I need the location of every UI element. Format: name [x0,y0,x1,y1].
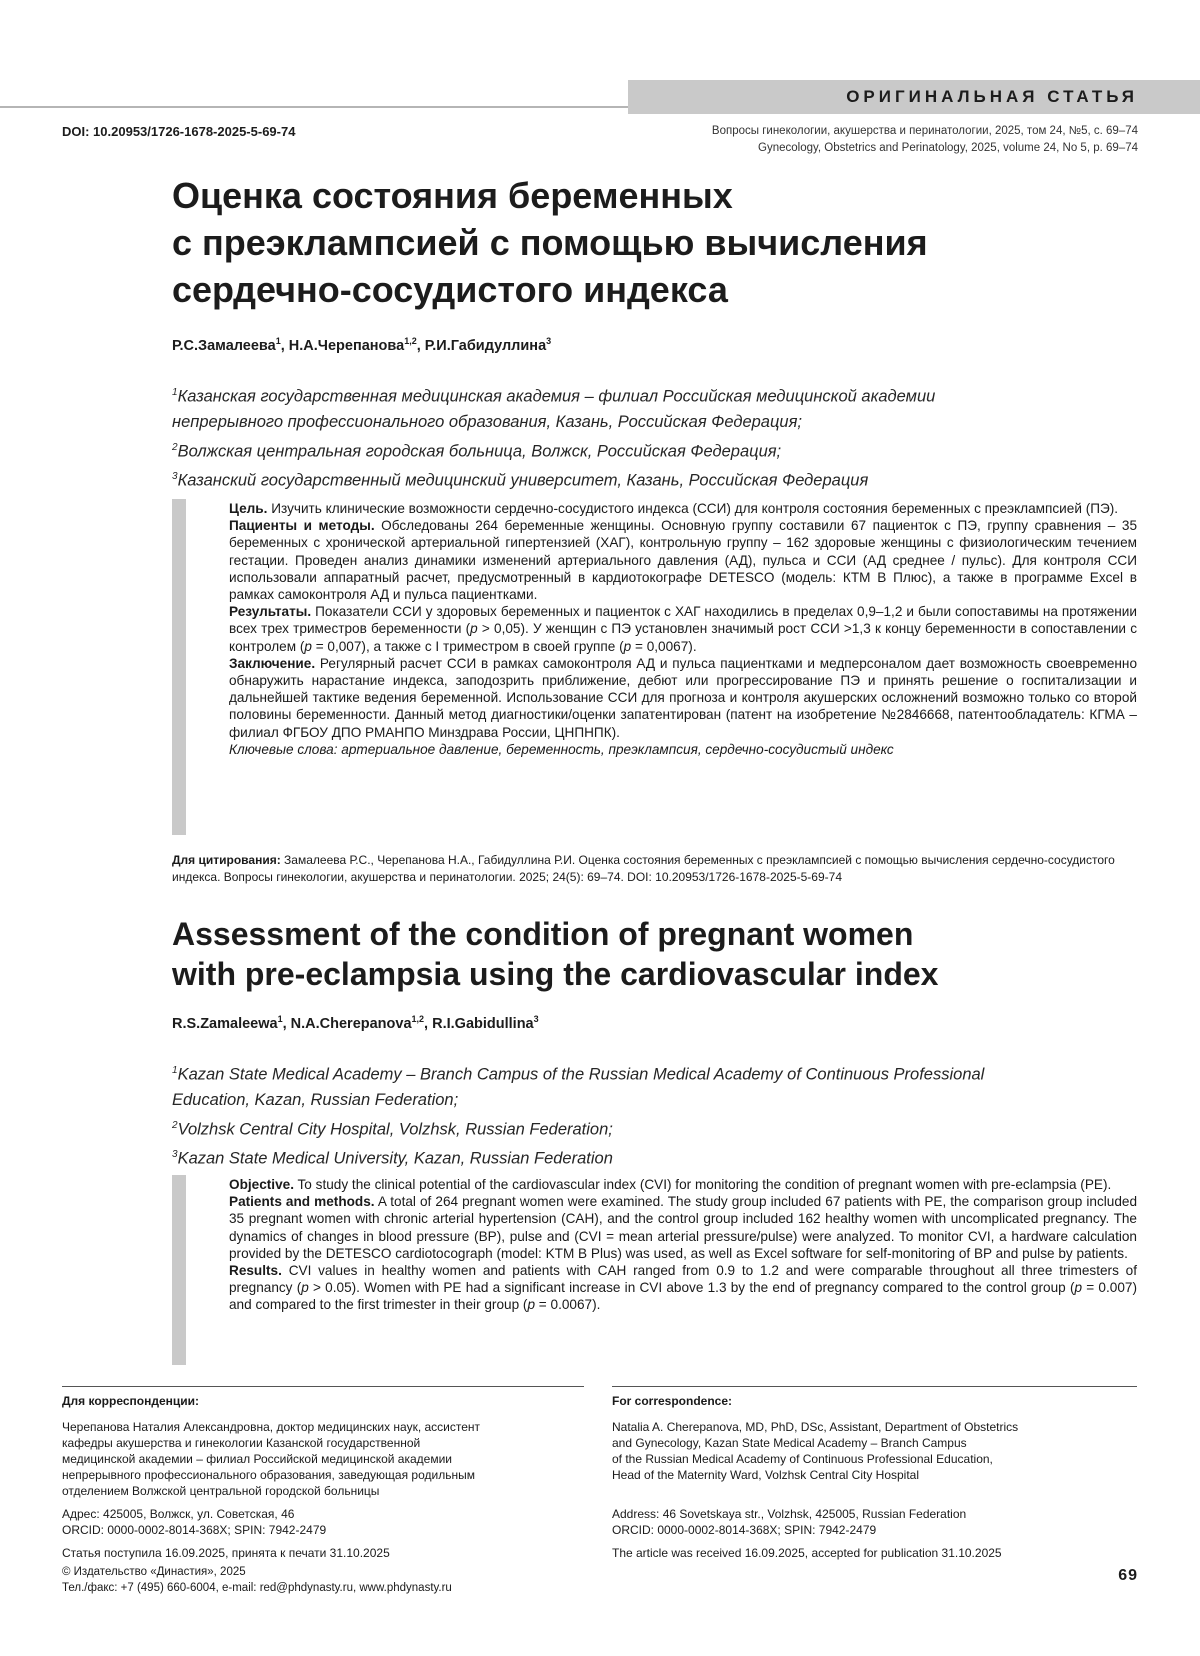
title-line: Assessment of the condition of pregnant women [172,916,914,952]
author-sup: 1 [275,336,281,346]
author-sup: 1 [277,1014,283,1024]
abstract-label: Заключение. [229,655,316,671]
affiliation-text: Казанский государственный медицинский университет, Казань, Российская Федерация [177,471,869,490]
bio-line: кафедры акушерства и гинекологии Казанской государственной [62,1436,421,1450]
correspondence-contacts [612,1506,1137,1538]
affiliation-line [172,1142,1132,1172]
affiliation-line [172,1113,1132,1143]
authors-ru: Р.С.Замалеева$^1$, Н.А.Черепанова$^{1,2}$, Р.И.Габидуллина$^3$ [172,336,552,354]
affiliation-line: Education, Kazan, Russian Federation; [172,1090,459,1109]
author-name: Р.И.Габидуллина [424,337,547,354]
correspondence-rule-ru [62,1386,584,1387]
affiliation-sup: 2 [172,441,178,453]
keywords [229,741,1137,758]
bio-line: Черепанова Наталия Александровна, доктор медицинских наук, ассистент [62,1420,481,1434]
address: Address: 46 Sovetskaya str., Volzhsk, 425005, Russian Federation [612,1507,967,1521]
authors-en: R.S.Zamaleewa$^1$, N.A.Cherepanova$^{1,2}$, R.I.Gabidullina$^3$ [172,1014,539,1032]
abstract-objective [229,500,1137,517]
abstract-text: To study the clinical potential of the cardiovascular index (CVI) for monitoring the condition of pregnant women with pre-eclampsia (PE). [297,1177,1112,1192]
abstract-text: A total of 264 pregnant women were examined. The study group included 67 patients with PE, the comparison group included 35 pregnant women with chronic arterial hypertension (CAH), and the control group included 162 healthy women with uncomplicated pregnancy. The dynamics of changes in blood pressure (BP), pulse and (CVI = mean arterial pressure/pulse) were analyzed. To monitor CVI, a hardware calculation provided by the DETESCO cardiotocograph (model: KTM B Plus) was used, as well as Excel software for self-monitoring of BP and pulse by patients. [229,1194,1138,1261]
affiliation-text: Волжская центральная городская больница, Волжск, Российская Федерация; [177,442,782,460]
correspondence-heading: Для корреспонденции: [62,1394,200,1408]
affiliation-line [172,1058,1132,1088]
received-date: Статья поступила 16.09.2025, принята к печати 31.10.2025 [62,1546,390,1560]
author-name: Р.С.Замалеева [172,337,276,354]
bio-line: медицинской академии – филиал Российской медицинской академии [62,1452,452,1466]
section-label: ОРИГИНАЛЬНАЯ СТАТЬЯ [628,80,1200,114]
p-value-symbol: p [470,621,478,637]
affiliation-sup: 1 [172,387,178,398]
affiliation-text: Казанская государственная медицинская академия – филиал Российская медицинской академии [177,387,936,406]
abstract-en [229,1176,1137,1314]
title-line: Оценка состояния беременных [172,175,733,216]
p-value-symbol: p [527,1297,536,1313]
citation-text: Замалеева Р.С., Черепанова Н.А., Габидуллина Р.И. Оценка состояния беременных с преэклампсией с помощью вычисления сердечно-сосудистого индекса. Вопросы гинекологии, акушерства и перинатологии. 2025; 24(5): 69–74. DOI: 10.20953/1726-1678-2025-5-69-74 [172,853,1115,884]
footer [62,1564,452,1596]
article-title-en [172,914,1132,994]
affiliation-sup: 3 [172,1149,178,1160]
journal-info-ru: Вопросы гинекологии, акушерства и перинатологии, 2025, том 24, №5, с. 69–74 [711,125,1138,137]
keywords-label: Ключевые слова: [229,741,338,757]
abstract-conclusion [229,655,1137,741]
bio-line: непрерывного профессионального образования, заведующая родильным [62,1468,475,1482]
abstract-results [229,1262,1137,1314]
abstract-label: Objective. [229,1177,294,1192]
abstract-text: Регулярный расчет ССИ в рамках самоконтроля АД и пульса пациентками и медперсоналом дает возможность своевременно обнаружить нарастание индекса, заподозрить приближение, дебют или прогрессирование ПЭ и принять решение о госпитализации и дальнейшей тактике ведения беременной. Использование ССИ для прогноза и контроля акушерских осложнений возможно только со второй половины беременности. Данный метод диагностики/оценки запатентирован (патент на изобретение №2846668, патентообладатель: КГМА – филиал ФГБОУ ДПО РМАНПО Минздрава России, ЦНПНПК). [229,655,1137,740]
abstract-label: Patients and methods. [229,1194,375,1210]
p-value-symbol: p [1074,1280,1083,1296]
address: Адрес: 425005, Волжск, ул. Советская, 46 [62,1507,295,1521]
bio-line: and Gynecology, Kazan State Medical Academy – Branch Campus [612,1436,967,1450]
journal-info-en: Gynecology, Obstetrics and Perinatology, 2025, volume 24, No 5, p. 69–74 [758,142,1138,154]
affiliations-en [172,1058,1132,1172]
copyright: © Издательство «Династия», 2025 [62,1566,246,1578]
citation-label: Для цитирования: [172,853,281,867]
affiliation-sup: 3 [172,471,178,482]
affiliation-line: непрерывного профессионального образования, Казань, Российская Федерация; [172,412,802,431]
title-line: сердечно-сосудистого индекса [172,269,728,310]
author-name: Н.А.Черепанова [288,337,405,354]
p-value-symbol: p [623,638,632,654]
abstract-text: = 0,0067). [631,638,697,654]
bio-line: отделением Волжской центральной городской больницы [62,1484,380,1498]
bio-line: Natalia A. Cherepanova, MD, PhD, DSc, Assistant, Department of Obstetrics [612,1420,1019,1434]
author-name: R.S.Zamaleewa [172,1015,278,1032]
abstract-methods [229,517,1137,603]
abstract-results [229,603,1137,655]
correspondence-en [612,1393,1137,1568]
abstract-methods [229,1193,1137,1262]
author-sup: 1,2 [404,336,417,346]
affiliation-sup: 2 [172,1119,178,1131]
abstract-bar-en [172,1175,186,1365]
correspondence-ru [62,1393,584,1568]
journal-info [712,123,1138,157]
abstract-ru [229,500,1137,758]
abstract-label: Результаты. [229,604,312,620]
abstract-text: CVI values in healthy women and patients with CAH ranged from 0.9 to 1.2 and were comparable throughout all three trimesters of pregnancy ( [229,1263,1137,1296]
page-number: 69 [1118,1567,1138,1584]
citation [172,852,1137,886]
abstract-text: = 0.007) and compared to the first trimester in their group ( [229,1280,1137,1313]
affiliation-text: Kazan State Medical University, Kazan, Russian Federation [177,1149,613,1168]
abstract-label: Results. [229,1263,282,1279]
author-sup: 3 [533,1014,539,1024]
affiliation-text: Kazan State Medical Academy – Branch Campus of the Russian Medical Academy of Continuous Professional [177,1065,985,1084]
received-date: The article was received 16.09.2025, accepted for publication 31.10.2025 [612,1546,1002,1560]
bio-line: of the Russian Medical Academy of Continuous Professional Education, [612,1452,993,1466]
affiliations-ru [172,380,1132,494]
doi: DOI: 10.20953/1726-1678-2025-5-69-74 [62,124,296,139]
abstract-objective [229,1176,1137,1193]
affiliation-line [172,435,1132,465]
keywords-text: артериальное давление, беременность, преэклампсия, сердечно-сосудистый индекс [341,741,894,757]
correspondence-rule-en [612,1386,1137,1387]
bio-line: Head of the Maternity Ward, Volzhsk Central City Hospital [612,1468,920,1482]
abstract-text: = 0.0067). [535,1297,601,1313]
publisher-contacts: Тел./факс: +7 (495) 660-6004, e-mail: red@phdynasty.ru, www.phdynasty.ru [62,1582,452,1594]
header-rule [0,106,628,108]
abstract-label: Цель. [229,501,268,516]
article-title-ru [172,172,1132,313]
author-sup: 1,2 [411,1014,425,1024]
affiliation-line [172,380,1132,410]
affiliation-sup: 1 [172,1065,178,1076]
affiliation-line [172,464,1132,494]
correspondence-bio [612,1419,1137,1483]
title-line: с преэклампсией с помощью вычисления [172,222,928,263]
abstract-text: Обследованы 264 беременные женщины. Основную группу составили 67 пациенток с ПЭ, группу сравнения – 35 беременных с хронической артериальной гипертензией (ХАГ), контрольную группу – 162 здоровые женщины с физиологическим течением гестации. Проведен анализ динамики изменений артериального давления (АД), пульса и ССИ (АД среднее / пульс). Для контроля ССИ использовали аппаратный расчет, предусмотренный в кардиотокографе DETESCO (модель: КТМ В Плюс), а также в программе Excel в рамках самоконтроля АД и пульса пациентками. [229,518,1138,603]
correspondence-contacts [62,1506,584,1538]
abstract-text: > 0.05). Women with PE had a significant increase in CVI above 1.3 by the end of pregnancy compared to the control group ( [308,1280,1075,1296]
correspondence-heading: For correspondence: [612,1394,733,1408]
author-sup: 3 [546,336,552,346]
abstract-text: = 0,007), а также с I триместром в своей группе ( [311,638,624,654]
title-line: with pre-eclampsia using the cardiovascular index [172,956,939,992]
orcid: ORCID: 0000-0002-8014-368X; SPIN: 7942-2479 [62,1523,327,1537]
abstract-bar-ru [172,499,186,835]
abstract-text: Изучить клинические возможности сердечно-сосудистого индекса (ССИ) для контроля состояния беременных с преэклампсией (ПЭ). [271,501,1119,516]
orcid: ORCID: 0000-0002-8014-368X; SPIN: 7942-2479 [612,1523,877,1537]
affiliation-text: Volzhsk Central City Hospital, Volzhsk, Russian Federation; [177,1120,613,1138]
p-value-symbol: p [304,638,312,654]
abstract-text: Показатели ССИ у здоровых беременных и пациенток с ХАГ находились в пределах 0,9–1,2 и были сопоставимы на протяжении всех трех триместров беременности ( [229,604,1137,637]
p-value-symbol: p [301,1280,309,1296]
abstract-label: Пациенты и методы. [229,518,375,534]
abstract-text: > 0,05). У женщин с ПЭ установлен значимый рост ССИ >1,3 к концу беременности в сопоставлении с контролем ( [229,621,1138,654]
correspondence-bio [62,1419,584,1499]
author-name: R.I.Gabidullina [432,1015,534,1032]
author-name: N.A.Cherepanova [290,1015,412,1032]
